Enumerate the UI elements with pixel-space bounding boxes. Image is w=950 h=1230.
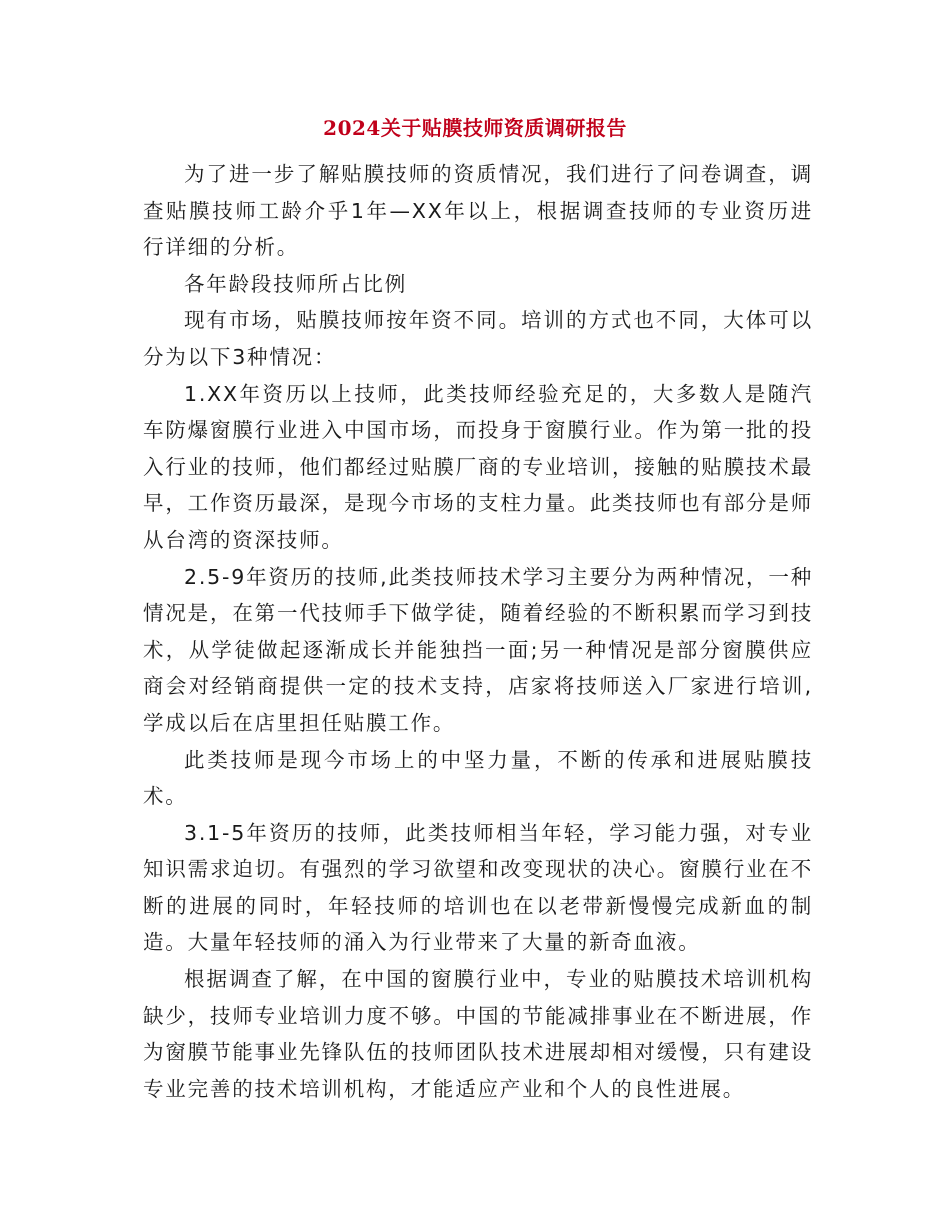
paragraph-junior-technicians: 3.1-5年资历的技师，此类技师相当年轻，学习能力强，对专业知识需求迫切。有强烈的学习欲望和改变现状的决心。窗膜行业在不断的进展的同时，年轻技师的培训也在以老带新慢慢完成新血的制造。大量年轻技师的涌入为行业带来了大量的新奇血液。 (143, 820, 813, 955)
paragraph-mid-technicians-role: 此类技师是现今市场上的中坚力量，不断的传承和进展贴膜技术。 (143, 747, 813, 809)
paragraph-market-overview: 现有市场，贴膜技师按年资不同。培训的方式也不同，大体可以分为以下3种情况： (143, 308, 813, 369)
paragraph-senior-technicians: 1.XX年资历以上技师，此类技师经验充足的，大多数人是随汽车防爆窗膜行业进入中国市场，而投身于窗膜行业。作为第一批的投入行业的技师，他们都经过贴膜厂商的专业培训，接触的贴膜技术最早，工作资历最深，是现今市场的支柱力量。此类技师也有部分是师从台湾的资深技师。 (143, 381, 813, 552)
document-title: 2024关于贴膜技师资质调研报告 (323, 116, 627, 140)
paragraph-conclusion: 根据调查了解，在中国的窗膜行业中，专业的贴膜技术培训机构缺少，技师专业培训力度不够。中国的节能减排事业在不断进展，作为窗膜节能事业先锋队伍的技师团队技术进展却相对缓慢，只有建设专业完善的技术培训机构，才能适应产业和个人的良性进展。 (143, 967, 813, 1101)
document-body (143, 156, 813, 1107)
paragraph-intro: 为了进一步了解贴膜技师的资质情况，我们进行了问卷调查，调查贴膜技师工龄介乎1年—XX年以上，根据调查技师的专业资历进行详细的分析。 (143, 162, 813, 260)
paragraph-age-ratio-caption: 各年龄段技师所占比例 (184, 271, 407, 296)
paragraph-mid-technicians: 2.5-9年资历的技师,此类技师技术学习主要分为两种情况，一种情况是，在第一代技师手下做学徒，随着经验的不断积累而学习到技术，从学徒做起逐渐成长并能独挡一面;另一种情况是部分窗膜供应商会对经销商提供一定的技术支持，店家将技师送入厂家进行培训,学成以后在店里担任贴膜工作。 (143, 564, 813, 735)
